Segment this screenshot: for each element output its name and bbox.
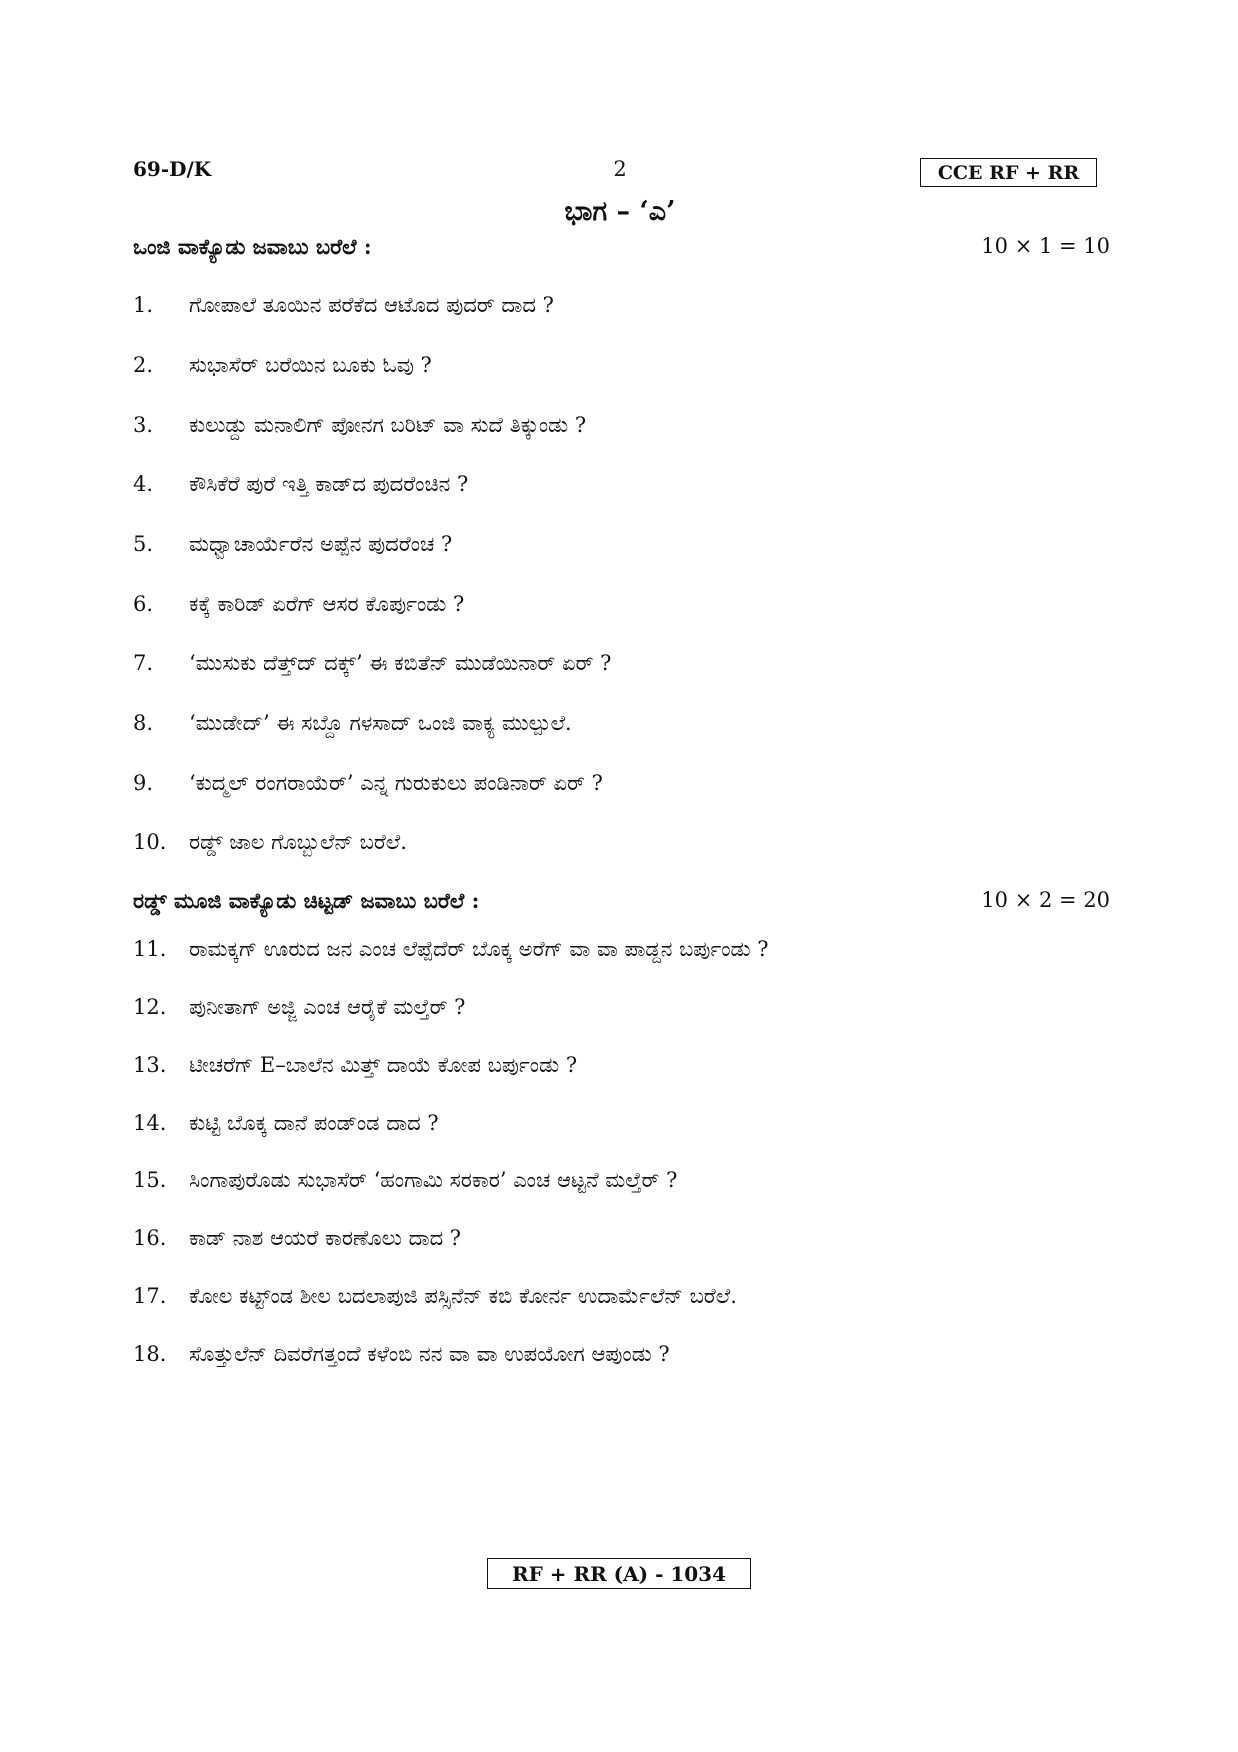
question-item (133, 1168, 1113, 1193)
question-item (133, 353, 1113, 378)
question-item (133, 937, 1113, 962)
question-text: ‘ಮುಡೇದ್’ ಈ ಸಬ್ದೊ ಗಳಸಾದ್ ಒಂಜಿ ವಾಕ್ಯ ಮುಲ್ಪುಲೆ. (189, 711, 572, 735)
question-text: ‘ಕುದ್ಮಲ್ ರಂಗರಾಯೆರ್’ ಎನ್ನ ಗುರುಕುಲು ಪಂಡಿನಾರ್ ಏರ್ ? (189, 771, 603, 795)
question-number: 2. (133, 353, 154, 377)
question-item (133, 413, 1113, 438)
question-item (133, 651, 1113, 676)
question-number: 10. (133, 830, 167, 854)
question-number: 6. (133, 592, 154, 616)
question-text: ರಡ್ಡ್ ಜಾಲ ಗೊಬ್ಬುಲೆನ್ ಬರೆಲೆ. (189, 830, 407, 854)
question-item (133, 830, 1113, 855)
question-text: ಗೋಪಾಲೆ ತೂಯಿನ ಪರೆಕೆದ ಆಟೊದ ಪುದರ್ ದಾದ ? (189, 293, 554, 317)
question-number: 1. (133, 293, 154, 317)
question-number: 9. (133, 771, 154, 795)
question-text: ಸಿಂಗಾಪುರೊಡು ಸುಭಾಸೆರ್ ‘ಹಂಗಾಮಿ ಸರಕಾರ’ ಎಂಚ ಆಟ್ಟನೆ ಮಲ್ತೆರ್ ? (189, 1168, 678, 1192)
question-item (133, 771, 1113, 796)
question-text: ಕೋಲ ಕಟ್ಟ್‌ಂಡ ಶೀಲ ಬದಲಾಪುಜಿ ಪಸ್ಸಿನೆನ್ ಕಬಿ ಕೋರ್ನ ಉದಾರ್ಮೆಲೆನ್ ಬರೆಲೆ. (189, 1284, 737, 1308)
question-text: ಸುಭಾಸೆರ್ ಬರೆಯಿನ ಬೂಕು ಓವು ? (189, 353, 432, 377)
question-item (133, 293, 1113, 318)
question-number: 5. (133, 532, 154, 556)
series-box: CCE RF + RR (920, 158, 1097, 187)
question-item (133, 592, 1113, 617)
page-code: 69-D/K (133, 157, 212, 181)
question-item (133, 1111, 1113, 1136)
question-text: ‘ಮುಸುಕು ದೆತ್ತ್‌ದ್ ದಕ್ಕ್’ ಈ ಕಬಿತೆನ್ ಮುಡೆಯಿನಾರ್ ಏರ್ ? (189, 651, 612, 675)
question-item (133, 472, 1113, 497)
question-number: 16. (133, 1226, 167, 1250)
question-item (133, 711, 1113, 736)
question-number: 3. (133, 413, 154, 437)
question-text: ಪುನೀತಾಗ್ ಅಜ್ಜಿ ಎಂಚ ಆರೈಕೆ ಮಲ್ತೆರ್ ? (189, 995, 466, 1019)
question-number: 17. (133, 1284, 167, 1308)
question-number: 14. (133, 1111, 167, 1135)
section-marks: 10 × 2 = 20 (981, 888, 1110, 912)
question-number: 15. (133, 1168, 167, 1192)
question-text: ಟೀಚರೆಗ್ E–ಬಾಲೆನ ಮಿತ್ತ್ ದಾಯೆ ಕೋಪ ಬರ್ಪುಂಡು ? (189, 1053, 578, 1077)
question-number: 18. (133, 1342, 167, 1366)
question-item (133, 1342, 1113, 1367)
question-number: 11. (133, 937, 167, 961)
question-text: ಸೊತ್ತುಲೆನ್ ದಿವರೆಗತ್ತಂದೆ ಕಳೆಂಬಿ ನನ ವಾ ವಾ ಉಪಯೋಗ ಆಪುಂಡು ? (189, 1342, 670, 1366)
section-marks: 10 × 1 = 10 (981, 234, 1110, 258)
page-number: 2 (613, 157, 627, 181)
question-item (133, 1053, 1113, 1078)
footer-code-box: RF + RR (A) - 1034 (487, 1558, 751, 1589)
question-text: ಕಾಡ್ ನಾಶ ಆಯರೆ ಕಾರಣೊಲು ದಾದ ? (189, 1226, 462, 1250)
question-text: ಕುಟ್ಟಿ ಬೊಕ್ಕ ದಾನೆ ಪಂಡ್‌ಂಡ ದಾದ ? (189, 1111, 439, 1135)
section-heading: ರಡ್ಡ್ ಮೂಜಿ ವಾಕ್ಯೊಡು ಚಿಟ್ಟಡ್ ಜವಾಬು ಬರೆಲೆ : (133, 888, 480, 913)
question-text: ಕೌಸಿಕೆರೆ ಪುರೆ ಇತ್ತಿ ಕಾಡ್‌ದ ಪುದರೆಂಚಿನ ? (189, 472, 469, 496)
question-text: ರಾಮಕ್ಕಗ್ ಊರುದ ಜನ ಎಂಚ ಲೆಪ್ಪೆದೆರ್ ಬೊಕ್ಕ ಅರೆಗ್ ವಾ ವಾ ಪಾಡ್ದನ ಬರ್ಪುಂಡು ? (189, 937, 769, 961)
question-number: 13. (133, 1053, 167, 1077)
question-item (133, 995, 1113, 1020)
question-number: 8. (133, 711, 154, 735)
part-title: ಭಾಗ – ‘ಎ’ (564, 196, 676, 227)
question-text: ಕುಲುಡ್ದು ಮನಾಲಿಗ್ ಪೋನಗ ಬರಿಟ್ ವಾ ಸುದೆ ತಿಕ್ಕುಂಡು ? (189, 413, 587, 437)
question-item (133, 1284, 1113, 1309)
question-item (133, 532, 1113, 557)
question-number: 12. (133, 995, 167, 1019)
question-number: 7. (133, 651, 154, 675)
question-text: ಕಕ್ಕೆ ಕಾರಿಡ್ ಏರೆಗ್ ಆಸರ ಕೊರ್ಪುಂಡು ? (189, 592, 465, 616)
question-number: 4. (133, 472, 154, 496)
question-text: ಮಧ್ವಾಚಾರ್ಯೆರೆನ ಅಪ್ಪೆನ ಪುದರೆಂಚ ? (189, 532, 453, 556)
question-item (133, 1226, 1113, 1251)
section-heading: ಒಂಜಿ ವಾಕ್ಯೊಡು ಜವಾಬು ಬರೆಲೆ : (133, 234, 372, 259)
